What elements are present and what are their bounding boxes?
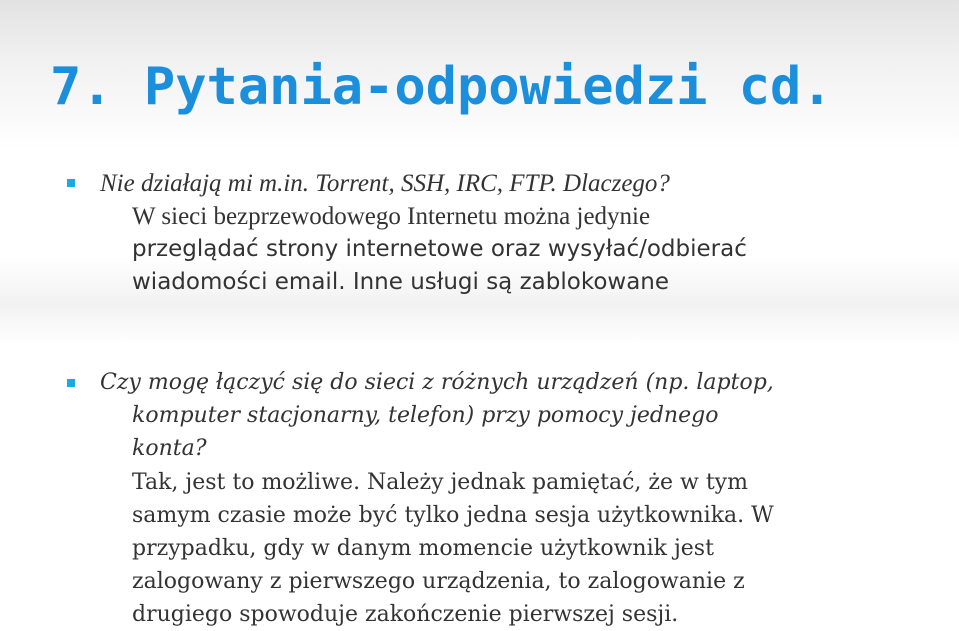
question-2-line-2: komputer stacjonarny, telefon) przy pomocy jednego [132,403,719,428]
question-2-line-1: Czy mogę łączyć się do sieci z różnych urządzeń (np. laptop, [100,370,774,395]
question-2 [100,366,774,399]
slide-title: 7. Pytania-odpowiedzi cd. [50,57,833,117]
answer-1-line-3: wiadomości email. Inne usługi są zablokowane [132,269,670,295]
answer-2-line-2: samym czasie może być tylko jedna sesja użytkownika. W [132,503,774,528]
question-2-continued [132,399,718,465]
answer-2-line-4: zalogowany z pierwszego urządzenia, to zalogowanie z [132,569,745,594]
answer-2-line-1: Tak, jest to możliwe. Należy jednak pamiętać, że w tym [132,470,748,495]
answer-2-line-3: przypadku, gdy w danym momencie użytkownik jest [132,536,714,561]
bullet-square-icon [67,179,75,187]
question-1-line: Nie działają mi m.in. Torrent, SSH, IRC, FTP. Dlaczego? [100,170,670,197]
answer-1-line-2: przeglądać strony internetowe oraz wysyłać/odbierać [132,236,747,262]
answer-1 [132,200,650,233]
answer-2-line-5: drugiego spowoduje zakończenie pierwszej sesji. [132,602,679,627]
answer-1-line-1: W sieci bezprzewodowego Internetu można jedynie [132,203,651,230]
question-2-line-3: konta? [132,436,207,461]
question-1 [100,167,670,200]
answer-2 [132,466,774,631]
bullet-square-icon [67,379,75,387]
answer-1-continued [132,233,747,299]
